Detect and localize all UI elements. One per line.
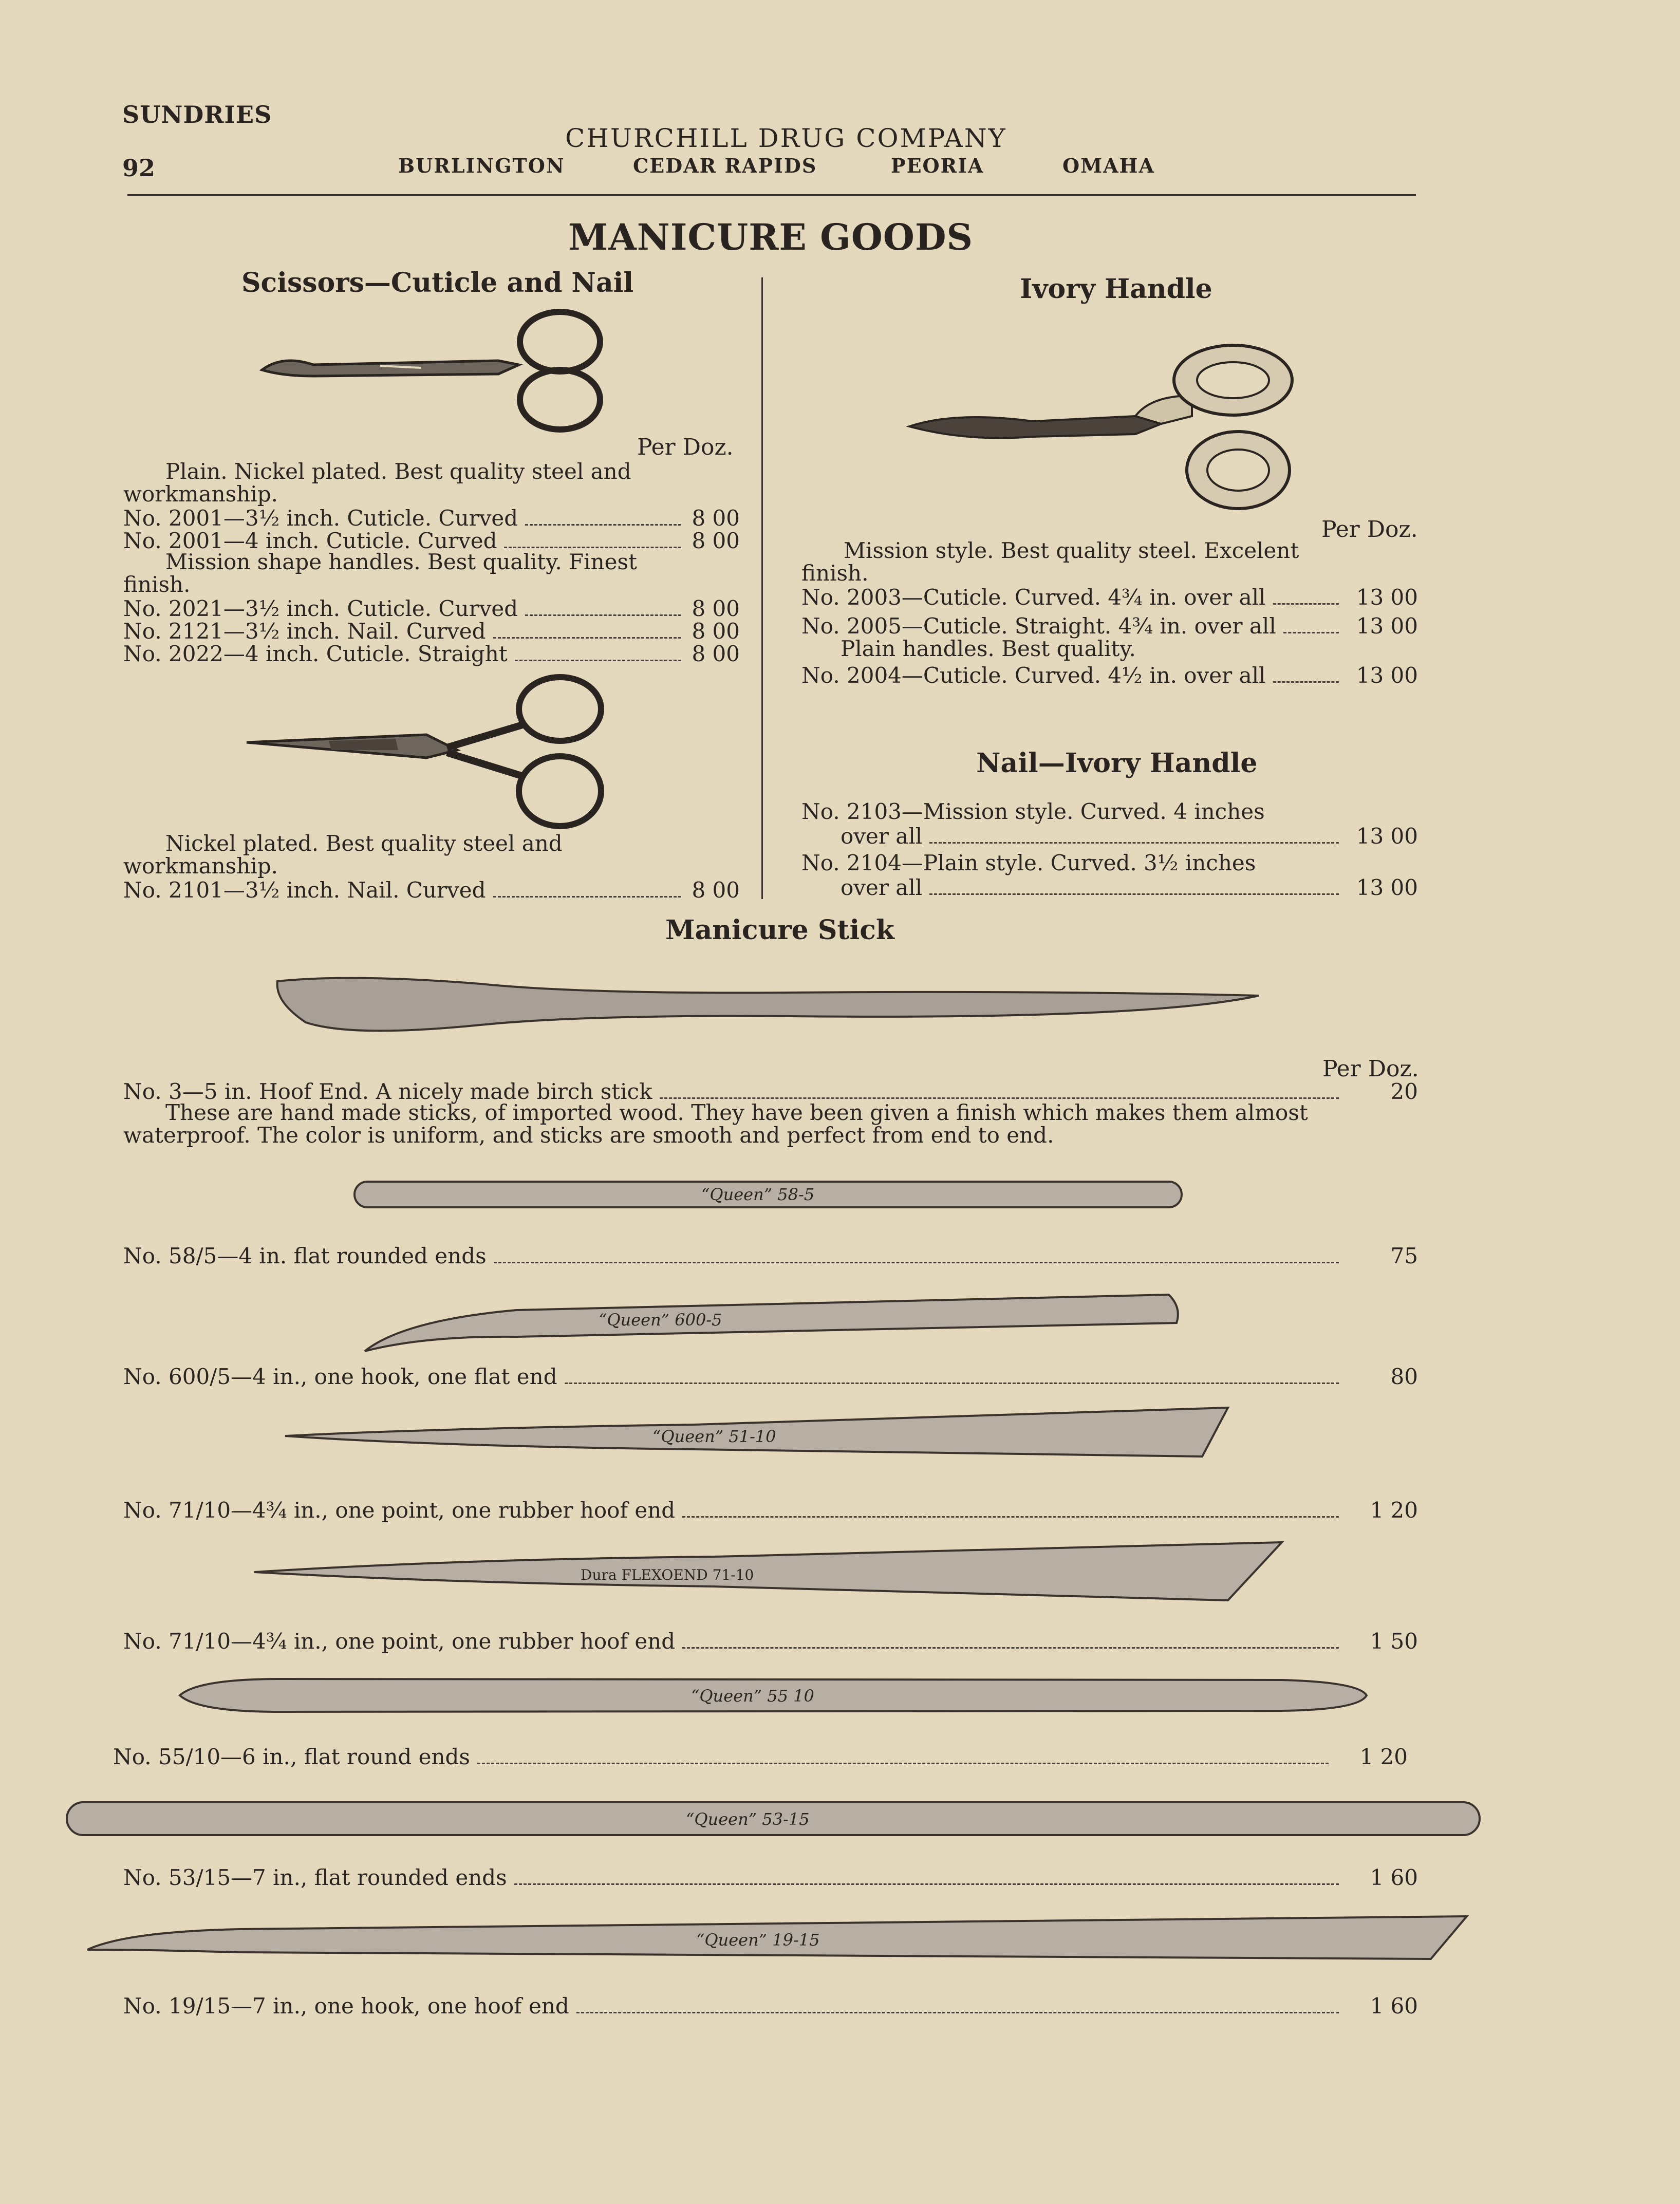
- list-item: [123, 1243, 1418, 1266]
- left-desc-1: Plain. Nickel plated. Best quality steel and workmanship.: [123, 459, 631, 507]
- item-price: 8 00: [692, 528, 740, 553]
- leader-dots: [493, 896, 681, 898]
- item-price: 8 00: [692, 877, 740, 903]
- left-block-3: [123, 831, 740, 903]
- item-price: 1 60: [1370, 1993, 1418, 2019]
- leader-dots: [493, 637, 681, 639]
- right-block-1: [801, 538, 1418, 688]
- item-price: 13 00: [1356, 875, 1418, 900]
- stick-55-10-illustration: [177, 1675, 1369, 1716]
- leader-dots: [514, 1883, 1339, 1885]
- sticks-per-doz: Per Doz.: [1322, 1056, 1419, 1082]
- leader-dots: [525, 524, 681, 526]
- item-price: 75: [1390, 1243, 1418, 1268]
- list-item: [123, 641, 740, 664]
- item-desc: No. 71/10—4¾ in., one point, one rubber hoof end: [123, 1498, 676, 1523]
- leader-dots: [929, 842, 1339, 844]
- list-item: [123, 1498, 1418, 1523]
- scissors-illustration-1: [252, 308, 622, 437]
- list-item: [801, 663, 1418, 688]
- right-desc-2: Plain handles. Best quality.: [841, 636, 1136, 661]
- leader-dots: [477, 1763, 1329, 1764]
- item-desc: No. 600/5—4 in., one hook, one flat end: [123, 1364, 557, 1389]
- leader-dots: [1273, 603, 1339, 605]
- item-desc: No. 2022—4 inch. Cuticle. Straight: [123, 641, 508, 666]
- item-desc: No. 2001—3½ inch. Cuticle. Curved: [123, 506, 518, 531]
- header-rule: [127, 194, 1416, 196]
- item-price: 8 00: [692, 596, 740, 621]
- ivory-handle-title: Ivory Handle: [1020, 273, 1212, 305]
- leader-dots: [565, 1383, 1339, 1384]
- list-item: [801, 613, 1418, 639]
- list-item: [801, 585, 1418, 613]
- stick-71-10-illustration-1: [283, 1405, 1233, 1467]
- list-item: [123, 877, 740, 903]
- leader-dots: [504, 547, 681, 548]
- item-price: 8 00: [692, 641, 740, 666]
- stick-stamp: “Queen” 51-10: [652, 1427, 776, 1446]
- item-desc: No. 2004—Cuticle. Curved. 4½ in. over all: [801, 663, 1266, 688]
- right-block-3: [801, 799, 1418, 898]
- list-item: [123, 1993, 1418, 2019]
- list-item: [123, 1364, 1418, 1387]
- stick-19-15-illustration: [85, 1914, 1472, 1965]
- item-desc: over all: [841, 824, 923, 849]
- leader-dots: [576, 2012, 1339, 2013]
- item-line1: No. 2104—Plain style. Curved. 3½ inches: [801, 850, 1256, 875]
- leader-dots: [1283, 632, 1339, 633]
- item-desc: No. 71/10—4¾ in., one point, one rubber hoof end: [123, 1629, 676, 1654]
- left-block-1: [123, 460, 740, 664]
- item-desc: No. 2121—3½ inch. Nail. Curved: [123, 619, 486, 644]
- list-item: [123, 1865, 1418, 1888]
- leader-dots: [515, 660, 681, 661]
- ivory-scissors-illustration: [904, 339, 1320, 516]
- left-per-doz: Per Doz.: [637, 434, 734, 460]
- list-item: [123, 528, 740, 551]
- item-desc: No. 2021—3½ inch. Cuticle. Curved: [123, 596, 518, 621]
- item-line1: No. 2103—Mission style. Curved. 4 inches: [801, 799, 1265, 824]
- right-desc-1: Mission style. Best quality steel. Excelent finish.: [801, 538, 1299, 586]
- stick-53-15-illustration: [64, 1798, 1482, 1839]
- stick-stamp: “Queen” 53-15: [686, 1809, 810, 1829]
- birch-stick-illustration: [275, 971, 1261, 1043]
- stick-stamp: “Queen” 58-5: [701, 1185, 815, 1204]
- page-title: MANICURE GOODS: [568, 216, 974, 258]
- city-peoria: PEORIA: [891, 154, 984, 177]
- item-price: 8 00: [692, 506, 740, 531]
- stick-stamp: “Queen” 55 10: [691, 1686, 814, 1706]
- stick-stamp: Dura FLEXOEND 71-10: [581, 1566, 754, 1583]
- company-name: CHURCHILL DRUG COMPANY: [565, 123, 1007, 153]
- scissors-illustration-2: [241, 673, 627, 832]
- leader-dots: [682, 1647, 1339, 1649]
- sticks-description: These are hand made sticks, of imported wood. They have been given a finish which makes them almost waterproof. The color is uniform, and sticks are smooth and perfect from end to end.: [123, 1100, 1308, 1148]
- nail-ivory-title: Nail—Ivory Handle: [976, 748, 1258, 779]
- leader-dots: [682, 1516, 1339, 1518]
- stick-stamp: “Queen” 19-15: [696, 1930, 820, 1950]
- stick-58-5-illustration: [352, 1176, 1184, 1212]
- right-per-doz: Per Doz.: [1321, 516, 1418, 543]
- list-item: [123, 506, 740, 531]
- list-item: [123, 596, 740, 619]
- scissors-title: Scissors—Cuticle and Nail: [241, 267, 634, 298]
- item-price: 13 00: [1356, 663, 1418, 688]
- item-desc: No. 2101—3½ inch. Nail. Curved: [123, 877, 486, 903]
- left-desc-3: Nickel plated. Best quality steel and workmanship.: [123, 831, 563, 879]
- item-desc: No. 53/15—7 in., flat rounded ends: [123, 1865, 507, 1890]
- item-desc: No. 55/10—6 in., flat round ends: [113, 1744, 470, 1769]
- leader-dots: [525, 614, 681, 616]
- leader-dots: [929, 893, 1339, 895]
- item-price: 13 00: [1356, 613, 1418, 639]
- item-price: 8 00: [692, 619, 740, 644]
- city-burlington: BURLINGTON: [398, 154, 565, 177]
- stick-71-10-illustration-2: [252, 1536, 1287, 1603]
- item-desc: No. 2005—Cuticle. Straight. 4¾ in. over all: [801, 613, 1276, 639]
- item-price: 1 20: [1370, 1498, 1418, 1523]
- item-desc: over all: [841, 875, 923, 900]
- section-label: SUNDRIES: [122, 101, 272, 128]
- leader-dots: [494, 1262, 1339, 1263]
- leader-dots: [660, 1097, 1339, 1099]
- item-desc: No. 2001—4 inch. Cuticle. Curved: [123, 528, 497, 553]
- item-desc: No. 58/5—4 in. flat rounded ends: [123, 1243, 487, 1268]
- leader-dots: [1273, 681, 1339, 683]
- city-cedar-rapids: CEDAR RAPIDS: [633, 154, 817, 177]
- manicure-stick-title: Manicure Stick: [665, 914, 894, 946]
- stick-stamp: “Queen” 600-5: [599, 1310, 722, 1330]
- item-price: 80: [1390, 1364, 1418, 1389]
- city-omaha: OMAHA: [1062, 154, 1155, 177]
- item-price: 13 00: [1356, 824, 1418, 849]
- page-number: 92: [122, 154, 156, 182]
- item-desc: No. 2003—Cuticle. Curved. 4¾ in. over all: [801, 585, 1266, 610]
- item-price: 1 20: [1359, 1744, 1408, 1769]
- item-price: 20: [1390, 1079, 1418, 1104]
- stick-first-block: [123, 1079, 1418, 1147]
- list-item: [123, 619, 740, 644]
- list-item: [801, 824, 1418, 850]
- list-item: [801, 875, 1418, 898]
- item-price: 1 50: [1370, 1629, 1418, 1654]
- item-desc: No. 19/15—7 in., one hook, one hoof end: [123, 1993, 569, 2019]
- list-item: [123, 1629, 1418, 1654]
- item-price: 1 60: [1370, 1865, 1418, 1890]
- left-desc-2: Mission shape handles. Best quality. Finest finish.: [123, 549, 637, 597]
- list-item: [123, 1079, 1418, 1104]
- item-price: 13 00: [1356, 585, 1418, 610]
- column-divider: [761, 277, 763, 899]
- list-item: [113, 1744, 1408, 1767]
- item-desc: No. 3—5 in. Hoof End. A nicely made birch stick: [123, 1079, 652, 1104]
- stick-600-5-illustration: [362, 1290, 1184, 1356]
